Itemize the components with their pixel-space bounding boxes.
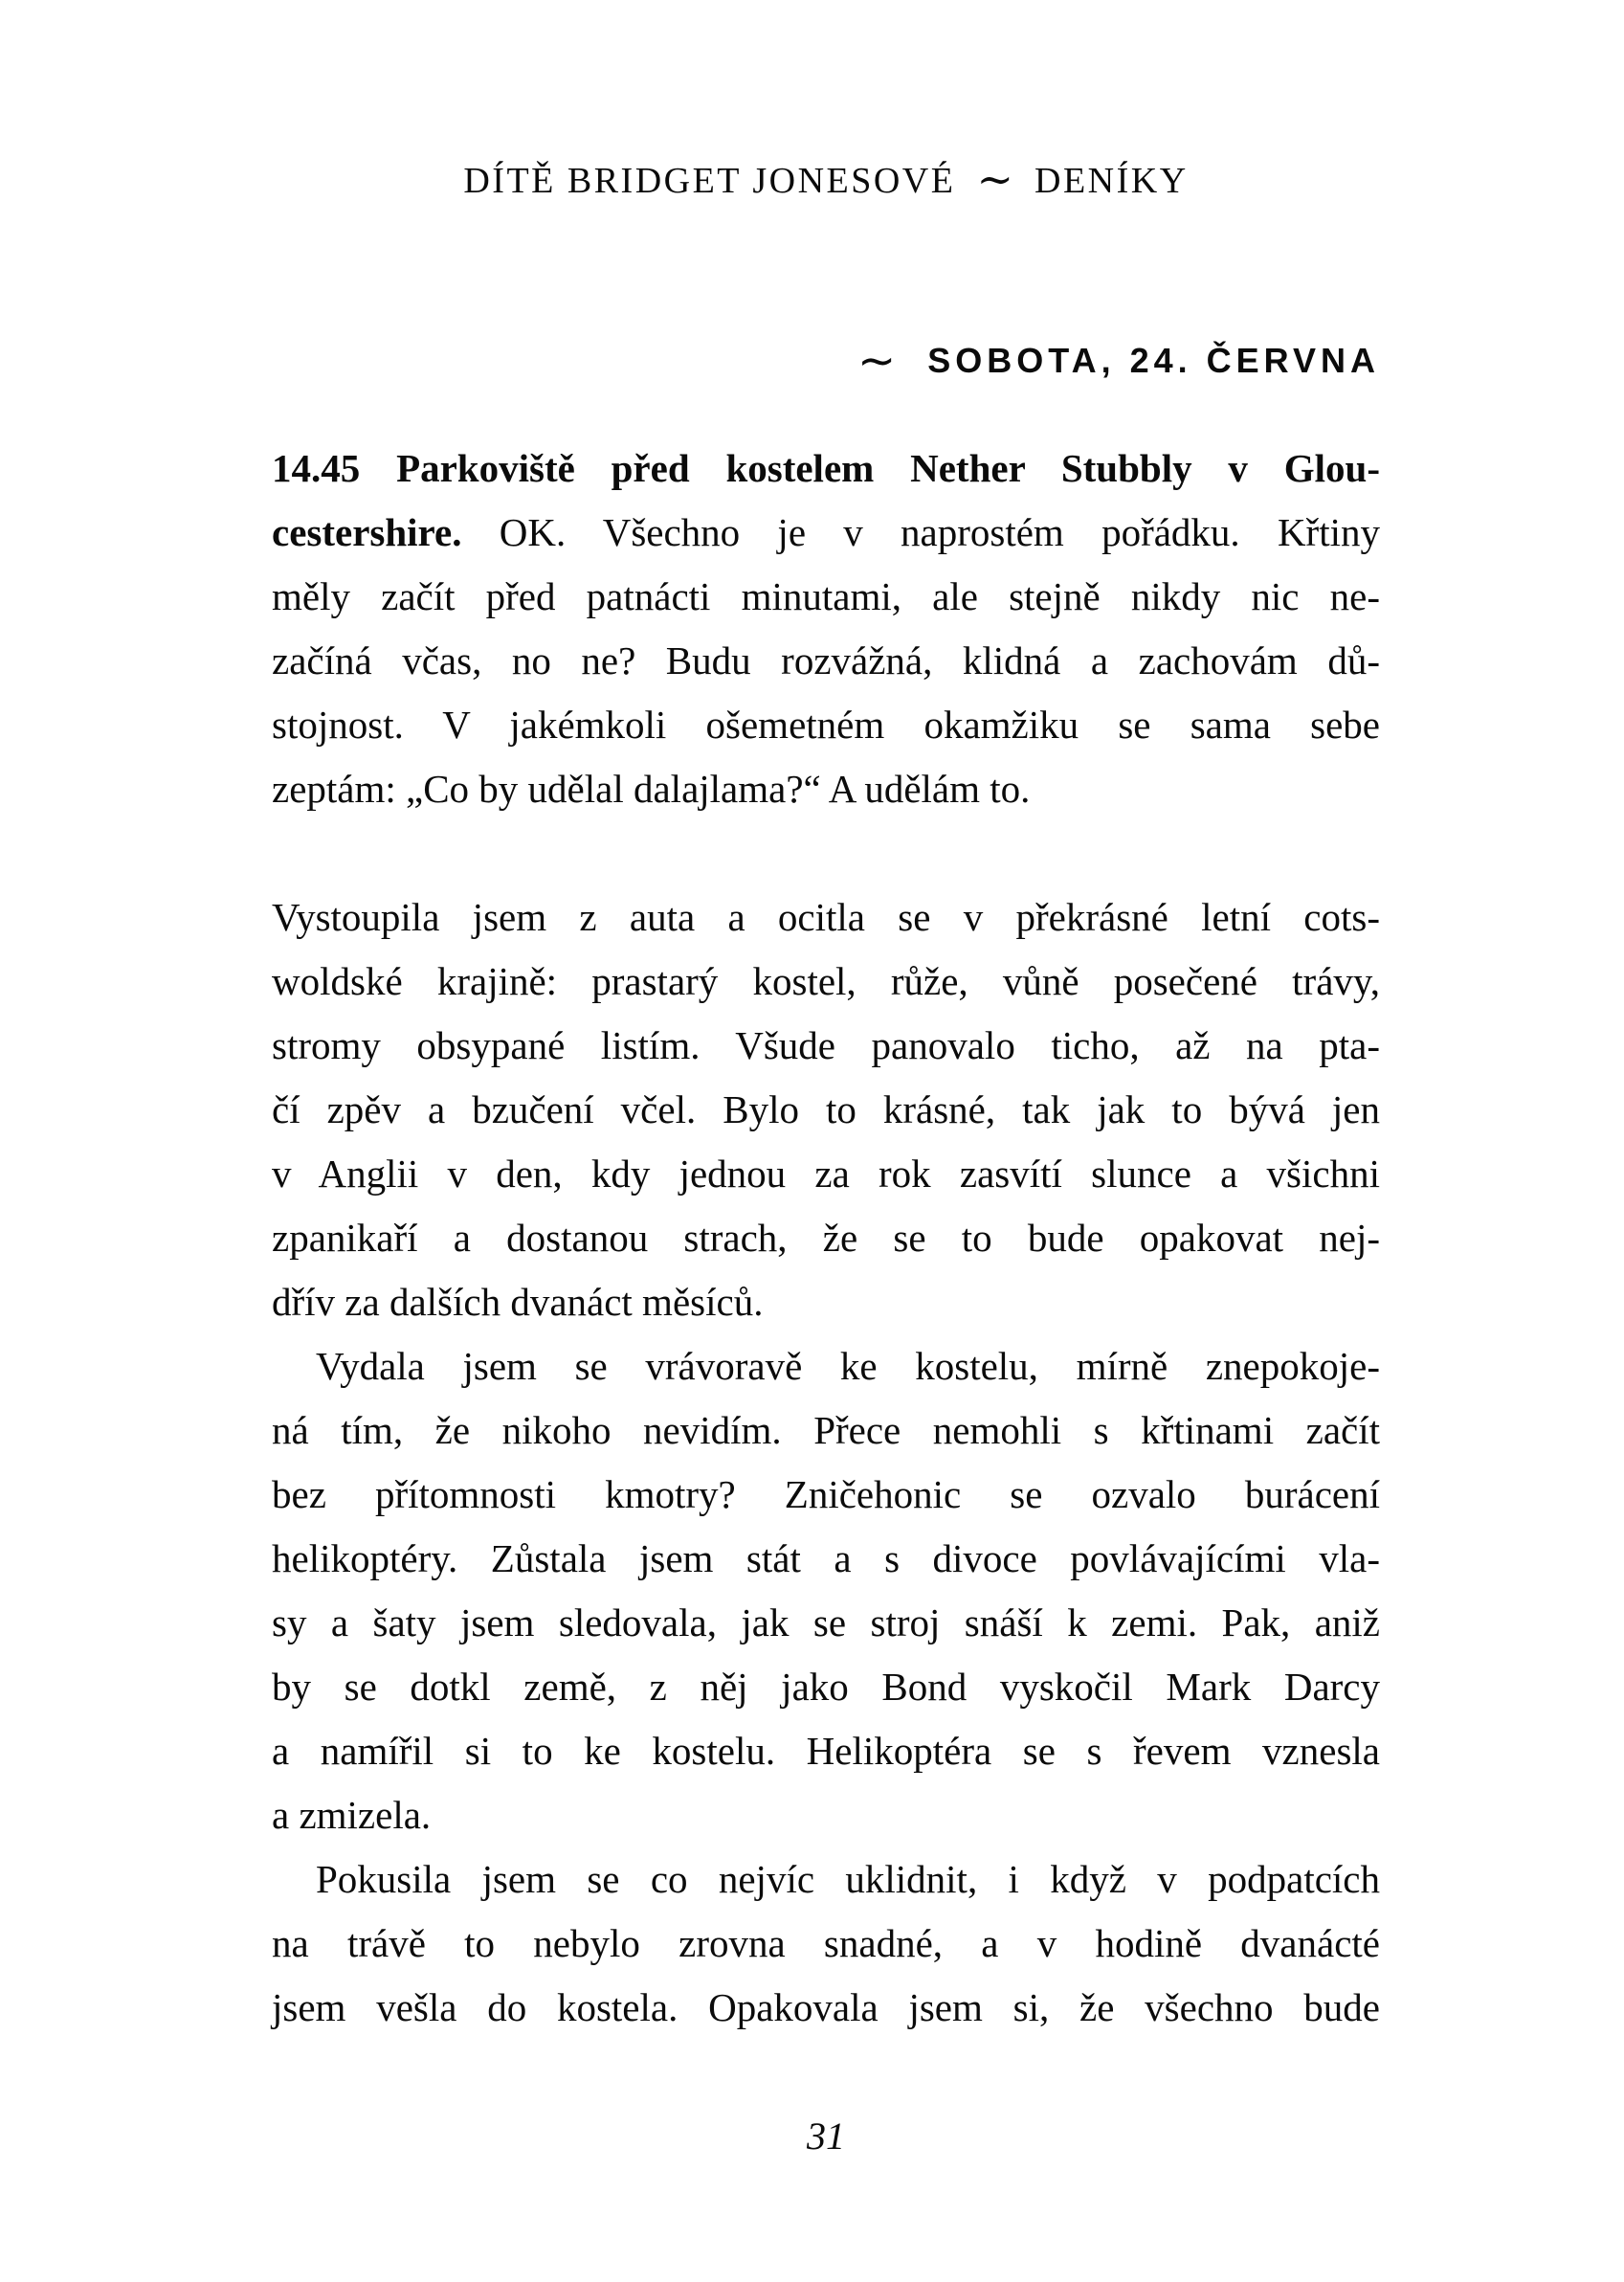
- book-title: DÍTĚ BRIDGET JONESOVÉ: [463, 161, 956, 201]
- text-line: [272, 1783, 1380, 1847]
- text-line: [272, 436, 1380, 501]
- text-segment: dřív za dalších dvanáct měsíců.: [272, 1280, 764, 1324]
- text-line: [272, 757, 1380, 821]
- text-line: [272, 1655, 1380, 1719]
- text-line: [272, 1270, 1380, 1334]
- text-segment: cestershire.: [272, 510, 462, 554]
- text-segment: woldské krajině: prastarý kostel, růže, vůně posečené trávy,: [272, 959, 1380, 1003]
- text-line: [272, 1976, 1380, 2040]
- text-segment: ná tím, že nikoho nevidím. Přece nemohli s křtinami začít: [272, 1408, 1380, 1452]
- text-segment: zeptám: „Co by udělal dalajlama?“ A udělám to.: [272, 767, 1031, 811]
- text-line: [272, 693, 1380, 757]
- text-line: [272, 1591, 1380, 1655]
- paragraph: [272, 1334, 1380, 1847]
- text-line: [272, 1719, 1380, 1783]
- text-line: [272, 565, 1380, 629]
- text-segment: by se dotkl země, z něj jako Bond vyskočil Mark Darcy: [272, 1665, 1380, 1709]
- tilde-ornament-icon: ∼: [857, 336, 897, 387]
- text-segment: stojnost. V jakémkoli ošemetném okamžiku se sama sebe: [272, 703, 1380, 747]
- text-line: [272, 1142, 1380, 1206]
- text-line: [272, 1078, 1380, 1142]
- text-segment: Pokusila jsem se co nejvíc uklidnit, i když v podpatcích: [316, 1857, 1380, 1901]
- text-segment: a zmizela.: [272, 1793, 432, 1837]
- text-line: [272, 1206, 1380, 1270]
- text-segment: Vydala jsem se vrávoravě ke kostelu, mírně znepokoje-: [316, 1344, 1380, 1388]
- page-number: 31: [807, 2114, 845, 2158]
- text-segment: v Anglii v den, kdy jednou za rok zasvítí slunce a všichni: [272, 1152, 1380, 1196]
- text-line: [272, 1527, 1380, 1591]
- tilde-ornament-icon: ∼: [976, 155, 1013, 204]
- text-line: [272, 1847, 1380, 1912]
- text-segment: čí zpěv a bzučení včel. Bylo to krásné, tak jak to bývá jen: [272, 1087, 1380, 1131]
- text-segment: zpanikaří a dostanou strach, že se to bude opakovat nej-: [272, 1216, 1380, 1260]
- text-line: [272, 1398, 1380, 1463]
- text-line: [272, 950, 1380, 1014]
- date-heading: [272, 334, 1380, 388]
- text-segment: sy a šaty jsem sledovala, jak se stroj snáší k zemi. Pak, aniž: [272, 1600, 1380, 1644]
- text-segment: začíná včas, no ne? Budu rozvážná, klidná a zachovám dů-: [272, 638, 1380, 682]
- text-segment: jsem vešla do kostela. Opakovala jsem si, že všechno bude: [272, 1985, 1380, 2029]
- paragraph: [272, 885, 1380, 1334]
- paragraph: [272, 1847, 1380, 2040]
- text-segment: a namířil si to ke kostelu. Helikoptéra se s řevem vznesla: [272, 1729, 1380, 1773]
- text-line: [272, 1334, 1380, 1398]
- date-heading-label: SOBOTA, 24. ČERVNA: [927, 341, 1380, 380]
- text-line: [272, 629, 1380, 693]
- text-line: [272, 1014, 1380, 1078]
- text-segment: bez přítomnosti kmotry? Zničehonic se ozvalo burácení: [272, 1472, 1380, 1516]
- text-line: [272, 501, 1380, 565]
- text-segment: Vystoupila jsem z auta a ocitla se v překrásné letní cots-: [272, 895, 1380, 939]
- text-line: [272, 1912, 1380, 1976]
- text-segment: na trávě to nebylo zrovna snadné, a v hodině dvanácté: [272, 1921, 1380, 1965]
- running-header: [272, 153, 1380, 205]
- body-text: [272, 436, 1380, 2040]
- text-segment: helikoptéry. Zůstala jsem stát a s divoce povlávajícími vla-: [272, 1536, 1380, 1580]
- text-segment: měly začít před patnácti minutami, ale stejně nikdy nic ne-: [272, 574, 1380, 618]
- section-title: DENÍKY: [1034, 161, 1189, 201]
- text-line: [272, 1463, 1380, 1527]
- paragraph: [272, 436, 1380, 821]
- text-line: [272, 885, 1380, 950]
- text-segment: OK. Všechno je v naprostém pořádku. Křtiny: [461, 510, 1380, 554]
- text-segment: 14.45 Parkoviště před kostelem Nether Stubbly v Glou-: [272, 446, 1380, 490]
- text-segment: stromy obsypané listím. Všude panovalo ticho, až na pta-: [272, 1023, 1380, 1067]
